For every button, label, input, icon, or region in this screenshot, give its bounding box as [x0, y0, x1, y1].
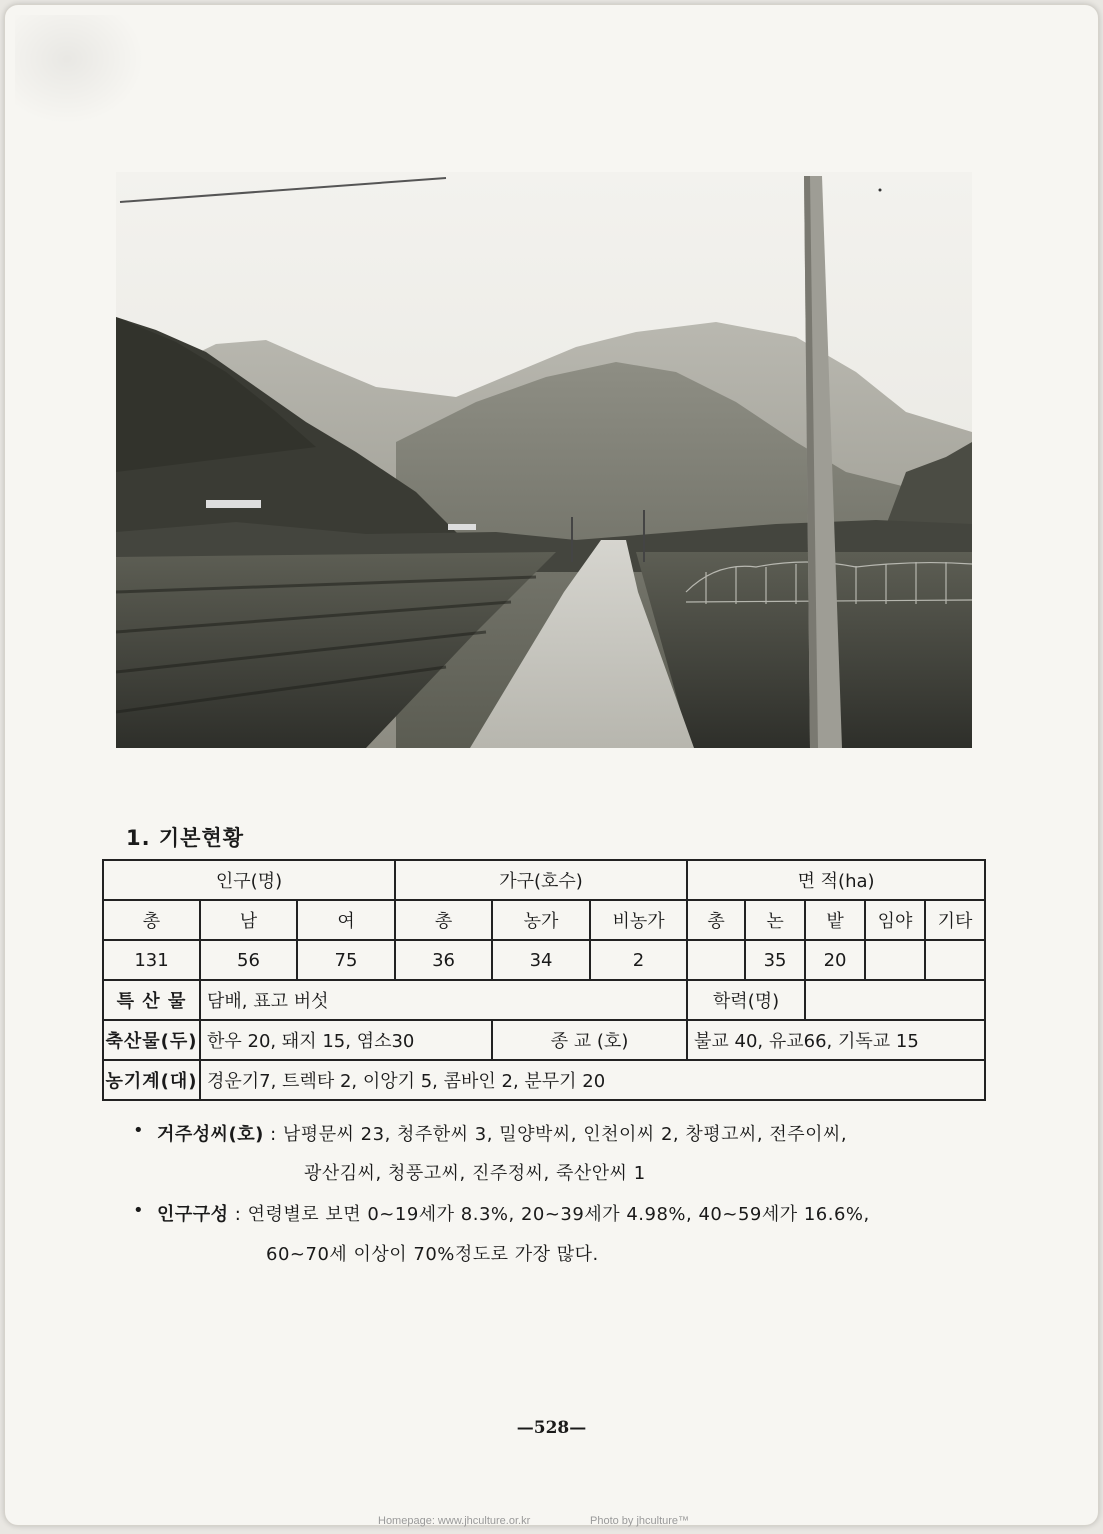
- paper-smudge: [15, 15, 145, 125]
- value-row: [103, 940, 985, 980]
- value-cell: 20: [805, 940, 865, 980]
- value-cell: 34: [492, 940, 590, 980]
- households-header: 가구(호수): [395, 860, 687, 900]
- machinery-label: 농기계(대): [103, 1060, 200, 1100]
- value-cell: [925, 940, 985, 980]
- basic-status-table: [102, 859, 986, 1101]
- page-number: —528—: [516, 1418, 587, 1438]
- value-cell: 2: [590, 940, 687, 980]
- religion-value: 불교 40, 유교66, 기독교 15: [687, 1020, 985, 1060]
- value-cell: 131: [103, 940, 200, 980]
- machinery-value: 경운기7, 트렉타 2, 이앙기 5, 콤바인 2, 분무기 20: [200, 1060, 985, 1100]
- area-header: 면 적(ha): [687, 860, 985, 900]
- livestock-row: [103, 1020, 985, 1060]
- bullet-dot: •: [133, 1120, 145, 1141]
- livestock-label: 축산물(두): [103, 1020, 200, 1060]
- subheader-cell: 총: [103, 900, 200, 940]
- special-products-value: 담배, 표고 버섯: [200, 980, 687, 1020]
- value-cell: 56: [200, 940, 297, 980]
- population-header: 인구(명): [103, 860, 395, 900]
- bullet-text: : 남평문씨 23, 청주한씨 3, 밀양박씨, 인천이씨 2, 창평고씨, 전주이씨,: [263, 1124, 848, 1145]
- subheader-cell: 총: [687, 900, 745, 940]
- bullet-text: : 연령별로 보면 0~19세가 8.3%, 20~39세가 4.98%, 40~59세가 16.6%,: [228, 1204, 870, 1225]
- subheader-cell: 임야: [865, 900, 925, 940]
- header-row: [103, 860, 985, 900]
- bullet-head: 거주성씨(호): [157, 1124, 264, 1145]
- subheader-cell: 논: [745, 900, 805, 940]
- subheader-cell: 밭: [805, 900, 865, 940]
- subheader-cell: 여: [297, 900, 395, 940]
- subheader-cell: 남: [200, 900, 297, 940]
- special-products-row: [103, 980, 985, 1020]
- machinery-row: [103, 1060, 985, 1100]
- bullet-population-continued: 60~70세 이상이 70%정도로 가장 많다.: [266, 1244, 599, 1265]
- village-landscape-photo: [116, 172, 972, 748]
- education-label: 학력(명): [687, 980, 805, 1020]
- bullet-population: [133, 1200, 870, 1226]
- footer-homepage: Homepage: www.jhculture.or.kr: [378, 1515, 531, 1527]
- value-cell: [687, 940, 745, 980]
- subheader-row: [103, 900, 985, 940]
- education-value: [805, 980, 985, 1020]
- special-products-label: 특 산 물: [103, 980, 200, 1020]
- footer-photo-credit: Photo by jhculture™: [590, 1515, 690, 1527]
- bullet-surnames-continued: 광산김씨, 청풍고씨, 진주정씨, 죽산안씨 1: [304, 1163, 646, 1184]
- value-cell: 36: [395, 940, 492, 980]
- subheader-cell: 비농가: [590, 900, 687, 940]
- religion-label: 종 교 (호): [492, 1020, 687, 1060]
- bullet-dot: •: [133, 1200, 145, 1221]
- value-cell: [865, 940, 925, 980]
- section-title: 1. 기본현황: [126, 826, 245, 850]
- livestock-value: 한우 20, 돼지 15, 염소30: [200, 1020, 492, 1060]
- subheader-cell: 기타: [925, 900, 985, 940]
- subheader-cell: 농가: [492, 900, 590, 940]
- bullet-surnames: [133, 1120, 848, 1146]
- bullet-head: 인구구성: [157, 1204, 229, 1225]
- value-cell: 75: [297, 940, 395, 980]
- value-cell: 35: [745, 940, 805, 980]
- subheader-cell: 총: [395, 900, 492, 940]
